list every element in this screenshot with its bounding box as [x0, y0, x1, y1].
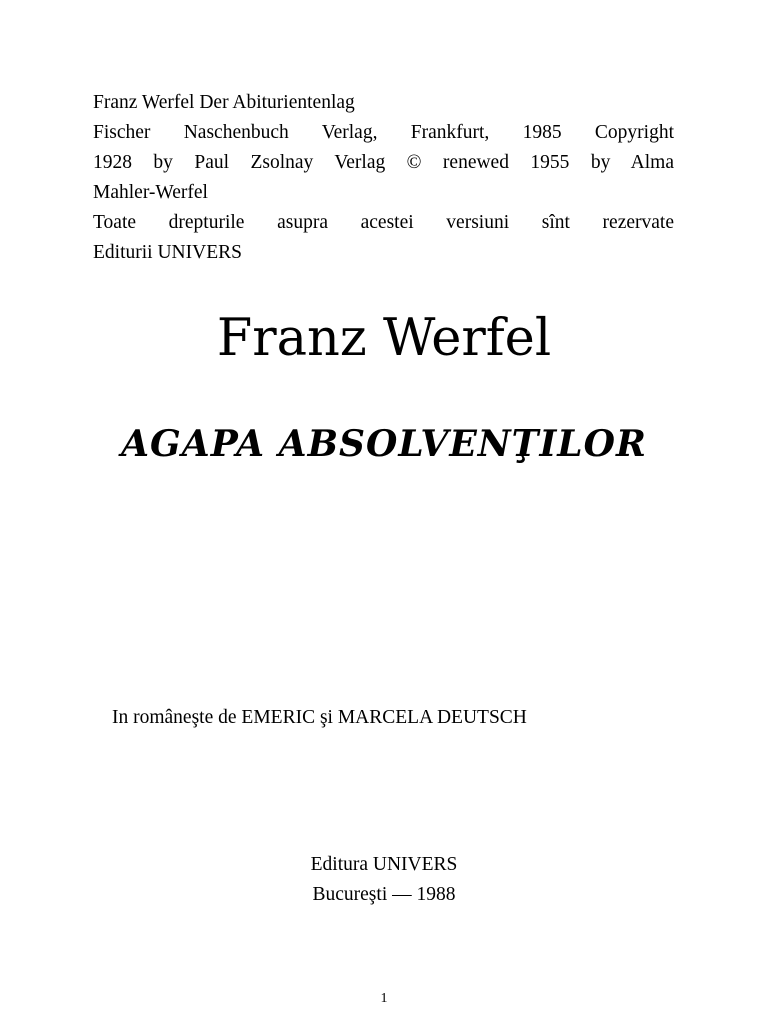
copyright-line-holder: Mahler-Werfel: [93, 182, 208, 203]
publisher-imprint: [0, 850, 768, 910]
book-title: AGAPA ABSOLVENŢILOR: [121, 423, 647, 465]
copyright-line-rights: Toate drepturile asupra acestei versiuni sînt rezervate: [93, 212, 674, 233]
copyright-line-renewal: 1928 by Paul Zsolnay Verlag © renewed 1955 by Alma: [93, 152, 674, 173]
copyright-line-edition: Editurii UNIVERS: [93, 242, 242, 263]
copyright-line-original-title: Franz Werfel Der Abiturientenlag: [93, 92, 355, 113]
publisher-place-year: Bucureşti — 1988: [312, 884, 456, 905]
copyright-notice: [93, 88, 674, 268]
author-name: Franz Werfel: [216, 309, 552, 368]
publisher-name: Editura UNIVERS: [310, 854, 458, 875]
translator-credit: In româneşte de EMERIC şi MARCELA DEUTSCH: [112, 707, 527, 728]
copyright-line-publisher: Fischer Naschenbuch Verlag, Frankfurt, 1985 Copyright: [93, 122, 674, 143]
page-number: 1: [380, 991, 388, 1006]
